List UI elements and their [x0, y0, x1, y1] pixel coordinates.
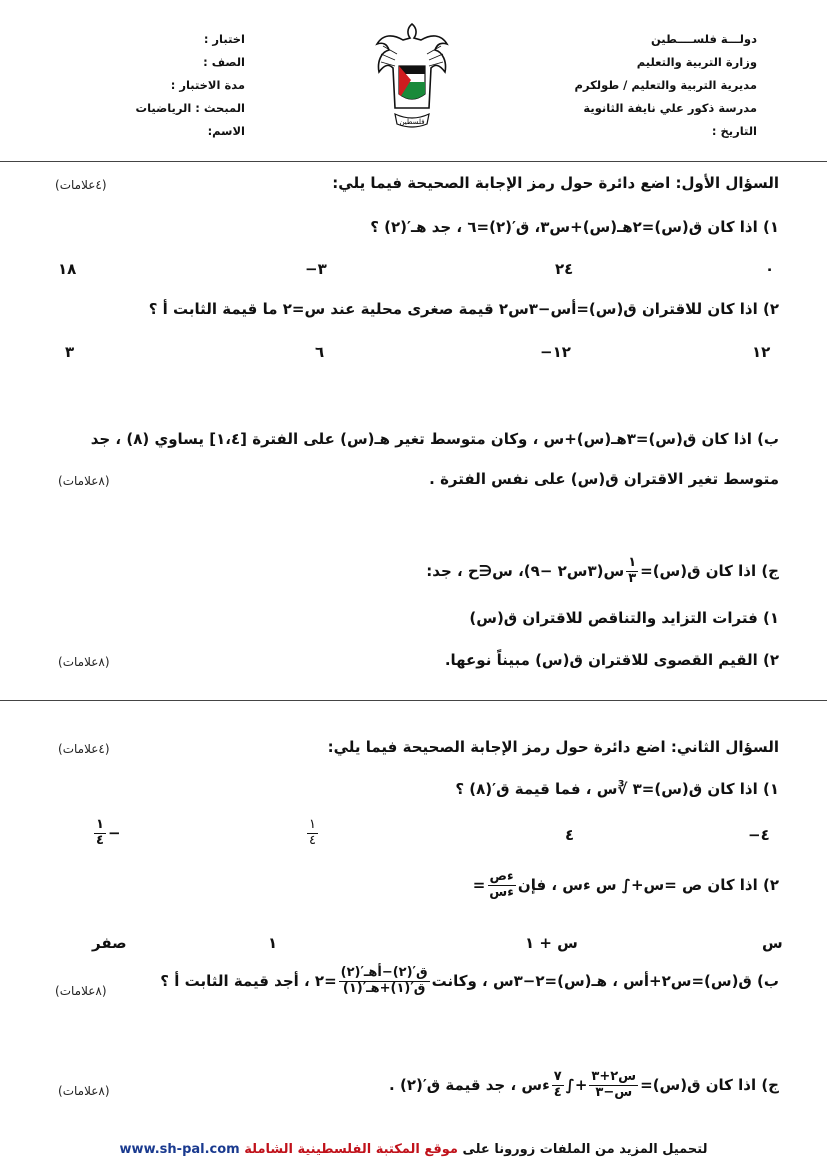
q2-b-fraction — [339, 966, 430, 997]
q2-item2-fraction — [487, 870, 516, 901]
q2-c-fraction-2 — [552, 1070, 564, 1101]
header-date: التاريخ : — [711, 124, 757, 138]
q2-item2-opt-c[interactable]: ١ — [268, 934, 278, 952]
q2-b-stem — [160, 966, 779, 997]
q1-b-line2: متوسط تغير الاقتران ق(س) على نفس الفترة . — [429, 470, 779, 488]
header-subject: المبحث : الرياضيات — [135, 101, 245, 115]
header-right — [575, 28, 757, 143]
q2-item1-opt-c-frac — [307, 818, 318, 849]
q1-c-pre: ج) اذا كان ق(س)= — [640, 562, 779, 581]
q1-c-fraction — [626, 556, 638, 587]
q1-item2-opt-a[interactable]: ١٢ — [752, 343, 771, 361]
q2-item1: ١) اذا كان ق(س)=٣ ∛س ، فما قيمة ق′(٨) ؟ — [455, 780, 779, 798]
footer — [0, 1142, 827, 1157]
header-country: دولـــة فلســــطين — [650, 32, 757, 46]
q1-item2-opt-c[interactable]: ٦ — [315, 343, 325, 361]
q1-item1-opt-d[interactable]: ١٨ — [58, 260, 77, 278]
q1-item1: ١) اذا كان ق(س)=٢هـ(س)+س٣، ق′(٢)=٦ ، جد هـ′(٢) ؟ — [370, 218, 779, 236]
q1-item1-opt-a[interactable]: ٠ — [765, 260, 775, 278]
q1-marks-b: (٨علامات) — [58, 474, 110, 488]
q1-item2: ٢) اذا كان للاقتران ق(س)=أس−٣س٢ قيمة صغرى محلية عند س=٢ ما قيمة الثابت أ ؟ — [148, 300, 779, 318]
footer-url[interactable]: www.sh-pal.com — [119, 1142, 240, 1157]
q2-item1-opt-d[interactable] — [92, 818, 121, 849]
header-divider — [0, 161, 827, 162]
section-divider — [0, 700, 827, 701]
q1-item2-opt-b[interactable]: −١٢ — [540, 343, 571, 361]
q2-item1-opt-d-den: ٤ — [96, 832, 104, 848]
header-exam: اختبار : — [203, 32, 245, 46]
q2-item2-frac-num: ءص — [489, 869, 514, 884]
q2-item2-frac-den: ءس — [489, 884, 514, 900]
q1-b-line1: ب) اذا كان ق(س)=٣هـ(س)+س ، وكان متوسط تغير هـ(س) على الفترة [١،٤] يساوي (٨) ، جد — [90, 430, 779, 448]
q2-item1-opt-c-den: ٤ — [309, 832, 316, 848]
q1-item1-opt-b[interactable]: ٢٤ — [555, 260, 574, 278]
header-class: الصف : — [203, 55, 245, 69]
palestine-eagle-emblem-icon — [373, 20, 451, 130]
q2-c-frac2-num: ٧ — [553, 1069, 562, 1084]
q2-item1-opt-c[interactable] — [305, 818, 320, 849]
header-duration: مدة الاختبار : — [170, 78, 245, 92]
q1-c-post: س(٣س٢ −٩)، س∈ح ، جد: — [426, 562, 625, 581]
q2-item1-opt-d-frac — [94, 818, 106, 849]
q2-b-frac-num: ق′(٢)−أهـ′(٢) — [340, 965, 428, 980]
q2-item2-stem: ٢) اذا كان ص =س+∫ س ءس ، فإن $\frac{\text{ءص}}{\text{ءس}}$ = — [472, 869, 779, 900]
q2-marks-a: (٤علامات) — [58, 742, 110, 756]
q1-marks-c: (٨علامات) — [58, 655, 110, 669]
q2-c-pre: ج) اذا كان ق(س)= — [640, 1076, 779, 1095]
q2-marks-c: (٨علامات) — [58, 1084, 110, 1098]
q2-item1-opt-c-num: ١ — [309, 817, 316, 832]
q1-title: السؤال الأول: اضع دائرة حول رمز الإجابة الصحيحة فيما يلي: — [332, 174, 779, 192]
q2-item2-opt-b[interactable]: س + ١ — [525, 934, 578, 952]
q1-marks-a: (٤علامات) — [55, 178, 107, 192]
q2-item2-pre: ٢) اذا كان ص =س+∫ س ءس ، فإن — [517, 876, 779, 895]
q2-item1-opt-a[interactable]: −٤ — [748, 826, 770, 844]
header-name: الاسم: — [207, 124, 245, 138]
q1-c-frac-den: ٣ — [628, 570, 637, 586]
q2-title: السؤال الثاني: اضع دائرة حول رمز الإجابة الصحيحة فيما يلي: — [327, 738, 779, 756]
q2-marks-b: (٨علامات) — [55, 984, 107, 998]
q1-c-item2: ٢) القيم القصوى للاقتران ق(س) مبيناً نوعها. — [444, 651, 779, 669]
header-school: مدرسة ذكور علي نايفة الثانوية — [583, 101, 757, 115]
q1-item2-opt-d[interactable]: ٣ — [65, 343, 75, 361]
q2-c-frac2-den: ٤ — [553, 1084, 562, 1100]
header-left — [60, 28, 245, 143]
q2-c-stem — [389, 1070, 779, 1101]
q1-c-item1: ١) فترات التزايد والتناقص للاقتران ق(س) — [469, 609, 779, 627]
footer-part2[interactable]: موقع المكتبة الفلسطينية الشاملة — [244, 1142, 458, 1157]
q2-b-pre: ب) ق(س)=س٢+أس ، هـ(س)=٢−٣س ، وكانت — [431, 972, 779, 991]
q2-c-mid: +∫ — [565, 1076, 588, 1095]
q2-c-post: ءس ، جد قيمة ق′(٢) . — [389, 1076, 550, 1095]
q2-b-post: =٢ ، أجد قيمة الثابت أ ؟ — [160, 972, 337, 991]
footer-part1: لتحميل المزيد من الملفات زورونا على — [462, 1142, 708, 1157]
header-ministry: وزارة التربية والتعليم — [636, 55, 757, 69]
q1-c-stem — [426, 556, 779, 587]
q2-item2-opt-a[interactable]: س — [762, 934, 783, 952]
q2-c-frac1-num: س٢+٣ — [591, 1069, 637, 1084]
q2-b-frac-den: ق′(١)+هـ′(١) — [342, 980, 426, 996]
q2-item2-opt-d[interactable]: صفر — [92, 934, 127, 952]
header-directorate: مديرية التربية والتعليم / طولكرم — [574, 78, 757, 92]
q1-c-frac-num: ١ — [628, 555, 637, 570]
q1-item1-opt-c[interactable]: −٣ — [305, 260, 327, 278]
q2-item1-opt-d-num: ١ — [96, 817, 104, 832]
q2-item1-opt-b[interactable]: ٤ — [565, 826, 575, 844]
emblem-label: فلسطين — [399, 118, 425, 126]
footer-arabic — [244, 1142, 707, 1157]
q2-c-frac1-den: س−٣ — [595, 1084, 633, 1100]
q2-item1-opt-d-sign: − — [107, 824, 121, 843]
q2-c-fraction-1 — [589, 1070, 638, 1101]
